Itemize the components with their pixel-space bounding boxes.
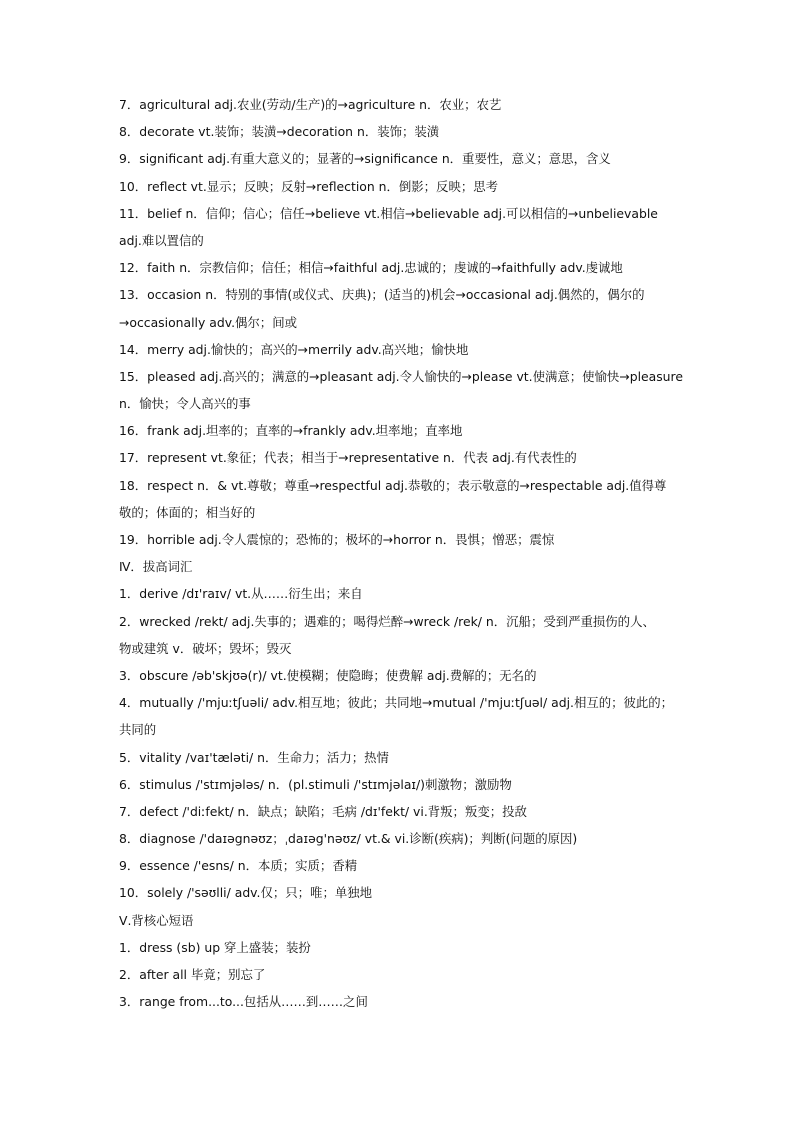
list-item-continuation: 物或建筑 v．破坏；毁坏；毁灭 bbox=[119, 640, 292, 656]
list-item: 8．decorate vt.装饰；装潢→decoration n．装饰；装潢 bbox=[119, 124, 440, 140]
list-item-continuation: n．愉快；令人高兴的事 bbox=[119, 396, 251, 412]
list-item: 3．range from...to...包括从……到……之间 bbox=[119, 994, 368, 1010]
list-item: 14．merry adj.愉快的；高兴的→merrily adv.高兴地；愉快地 bbox=[119, 341, 469, 357]
list-item: 4．mutually /'mjuːtʃuəli/ adv.相互地；彼此；共同地→mutual /'mjuːtʃuəl/ adj.相互的；彼此的； bbox=[119, 695, 674, 711]
list-item: 7．defect /'diːfekt/ n．缺点；缺陷；毛病 /dɪ'fekt/ vi.背叛；叛变；投敌 bbox=[119, 803, 527, 819]
list-item: 19．horrible adj.令人震惊的；恐怖的；极坏的→horror n．畏惧；憎恶；震惊 bbox=[119, 532, 555, 547]
list-item-continuation: →occasionally adv.偶尔；间或 bbox=[119, 314, 297, 330]
list-item: 9．essence /'esns/ n．本质；实质；香精 bbox=[119, 858, 358, 874]
list-item: 13．occasion n．特别的事情(或仪式、庆典)；(适当的)机会→occasional adj.偶然的，偶尔的 bbox=[119, 287, 645, 303]
list-item: 5．vitality /vaɪ'tæləti/ n．生命力；活力；热情 bbox=[119, 749, 389, 765]
section-heading: Ⅳ．拔高词汇 bbox=[119, 559, 193, 575]
list-item: 10．solely /'səʊlli/ adv.仅；只；唯；单独地 bbox=[119, 885, 373, 901]
section-heading: Ⅴ.背核心短语 bbox=[119, 912, 194, 928]
list-item: 10．reflect vt.显示；反映；反射→reflection n．倒影；反映；思考 bbox=[119, 178, 499, 194]
list-item-continuation: adj.难以置信的 bbox=[119, 232, 204, 248]
list-item: 16．frank adj.坦率的；直率的→frankly adv.坦率地；直率地 bbox=[119, 423, 463, 439]
list-item: 18．respect n．& vt.尊敬；尊重→respectful adj.恭敬的；表示敬意的→respectable adj.值得尊 bbox=[119, 477, 667, 493]
list-item: 7．agricultural adj.农业(劳动/生产)的→agriculture n．农业；农艺 bbox=[119, 97, 502, 112]
list-item: 15．pleased adj.高兴的；满意的→pleasant adj.令人愉快的→please vt.使满意；使愉快→pleasure bbox=[119, 368, 683, 384]
list-item: 8．diagnose /'daɪəgnəʊz；ˌdaɪəg'nəʊz/ vt.& vi.诊断(疾病)；判断(问题的原因) bbox=[119, 831, 578, 847]
list-item: 2．after all 毕竟；别忘了 bbox=[119, 967, 266, 982]
list-item-continuation: 共同的 bbox=[119, 722, 157, 738]
list-item: 6．stimulus /'stɪmjələs/ n．(pl.stimuli /'stɪmjəlaɪ/)刺激物；激励物 bbox=[119, 776, 512, 792]
list-item: 12．faith n．宗教信仰；信任；相信→faithful adj.忠诚的；虔诚的→faithfully adv.虔诚地 bbox=[119, 260, 623, 276]
vocabulary-list bbox=[119, 91, 684, 1015]
list-item: 11．belief n．信仰；信心；信任→believe vt.相信→believable adj.可以相信的→unbelievable bbox=[119, 205, 658, 221]
list-item: 9．significant adj.有重大意义的；显著的→significance n．重要性，意义；意思，含义 bbox=[119, 151, 611, 167]
list-item-continuation: 敬的；体面的；相当好的 bbox=[119, 504, 256, 520]
list-item: 17．represent vt.象征；代表；相当于→representative n．代表 adj.有代表性的 bbox=[119, 450, 577, 466]
list-item: 1．derive /dɪ'raɪv/ vt.从……衍生出；来自 bbox=[119, 586, 363, 602]
list-item: 2．wrecked /rekt/ adj.失事的；遇难的；喝得烂醉→wreck /rek/ n．沉船；受到严重损伤的人、 bbox=[119, 613, 655, 629]
list-item: 1．dress (sb) up 穿上盛装；装扮 bbox=[119, 939, 311, 955]
list-item: 3．obscure /əb'skjʊə(r)/ vt.使模糊；使隐晦；使费解 adj.费解的；无名的 bbox=[119, 667, 537, 683]
